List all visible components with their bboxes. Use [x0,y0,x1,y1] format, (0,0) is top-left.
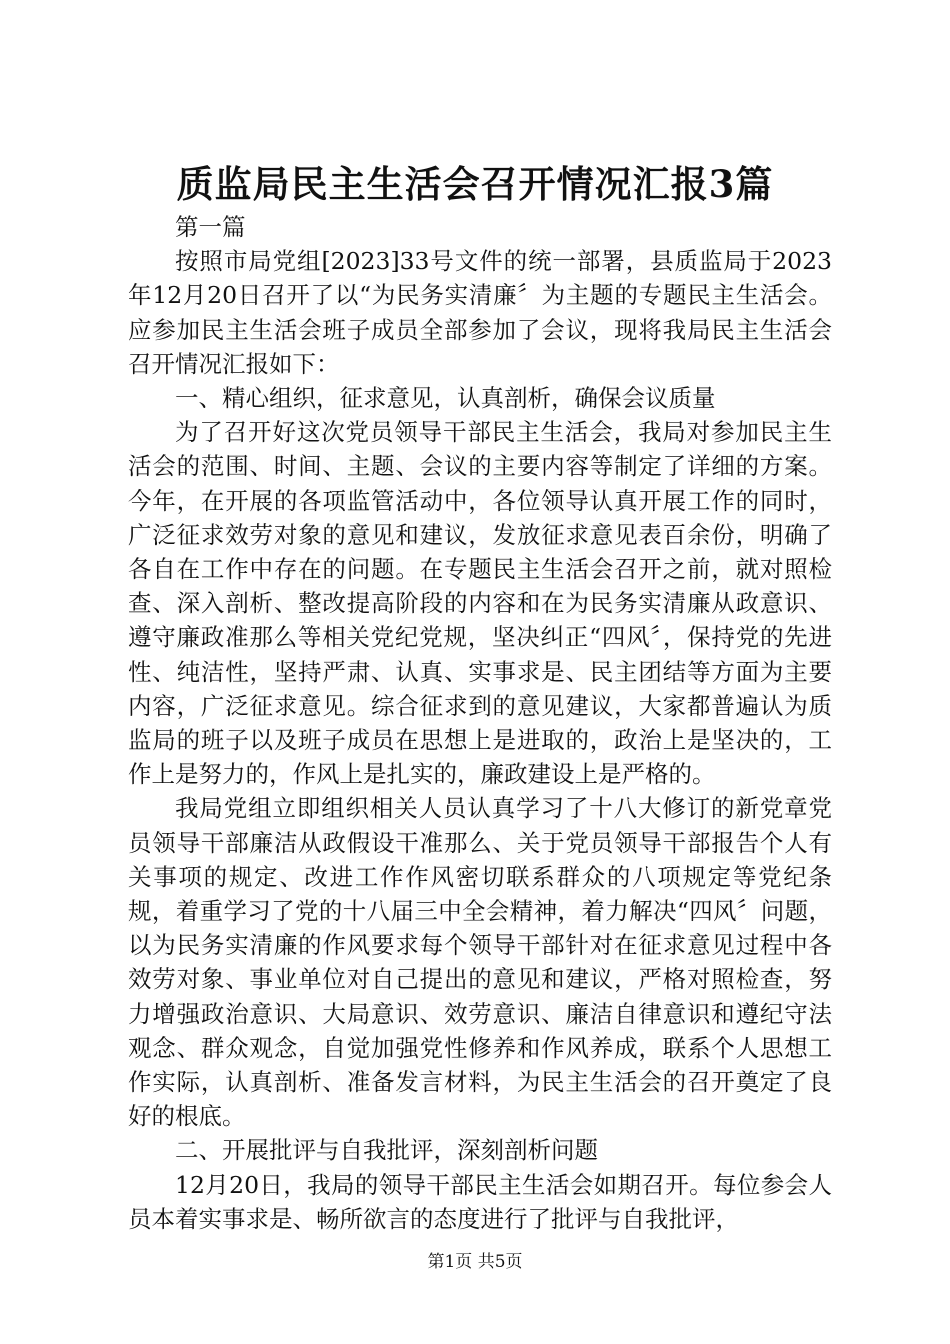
document-title: 质监局民主生活会召开情况汇报3篇 [176,162,774,206]
page-footer: 第1页 共5页 [427,1252,523,1272]
paragraph-meeting: 12月20日，我局的领导干部民主生活会如期召开。每位参会人员本着实事求是、畅所欲言的态度进行了批评与自我批评， [128,1170,832,1233]
paragraph-study: 我局党组立即组织相关人员认真学习了十八大修订的新党章党员领导干部廉洁从政假设干准那么、关于党员领导干部报告个人有关事项的规定、改进工作作风密切联系群众的八项规定等党纪条规，着重学习了党的十八届三中全会精神，着力解决“四风〞问题，以为民务实清廉的作风要求每个领导干部针对在征求意见过程中各效劳对象、事业单位对自己提出的意见和建议，严格对照检查，努力增强政治意识、大局意识、效劳意识、廉洁自律意识和遵纪守法观念、群众观念，自觉加强党性修养和作风养成，联系个人思想工作实际，认真剖析、准备发言材料，为民主生活会的召开奠定了良好的根底。 [128,794,832,1131]
paragraph-intro: 按照市局党组[2023]33号文件的统一部署，县质监局于2023年12月20日召开了以“为民务实清廉〞为主题的专题民主生活会。应参加民主生活会班子成员全部参加了会议，现将我局民主生活会召开情况汇报如下： [128,247,832,378]
heading-part-two: 二、开展批评与自我批评，深刻剖析问题 [175,1136,598,1165]
section-label: 第一篇 [175,213,246,241]
heading-part-one: 一、精心组织，征求意见，认真剖析，确保会议质量 [175,384,716,413]
paragraph-preparation: 为了召开好这次党员领导干部民主生活会，我局对参加民主生活会的范围、时间、主题、会议的主要内容等制定了详细的方案。今年，在开展的各项监管活动中，各位领导认真开展工作的同时，广泛征求效劳对象的意见和建议，发放征求意见表百余份，明确了各自在工作中存在的问题。在专题民主生活会召开之前，就对照检查、深入剖析、整改提高阶段的内容和在为民务实清廉从政意识、遵守廉政准那么等相关党纪党规，坚决纠正“四风〞，保持党的先进性、纯洁性，坚持严肃、认真、实事求是、民主团结等方面为主要内容，广泛征求意见。综合征求到的意见建议，大家都普遍认为质监局的班子以及班子成员在思想上是进取的，政治上是坚决的，工作上是努力的，作风上是扎实的，廉政建设上是严格的。 [128,418,832,789]
document-body [128,210,832,1236]
